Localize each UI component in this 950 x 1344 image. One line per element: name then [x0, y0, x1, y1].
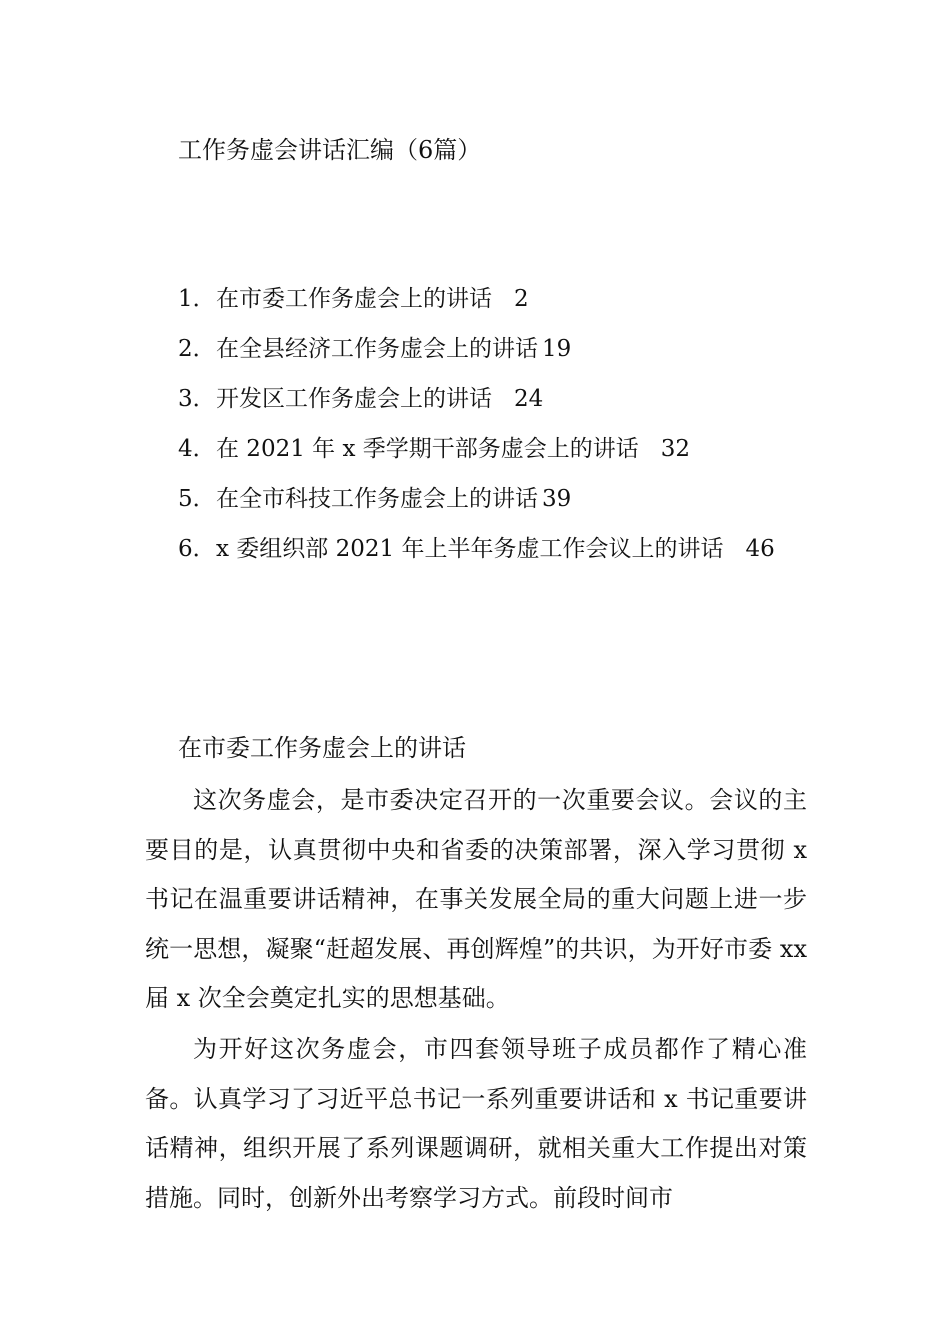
toc-item-number: 5．: [178, 486, 216, 512]
table-of-contents: [178, 282, 775, 582]
toc-item-page: 24: [514, 386, 544, 412]
toc-item-text: 在全市科技工作务虚会上的讲话: [216, 486, 538, 512]
toc-item-page: 39: [542, 486, 572, 512]
body-paragraph: 为开好这次务虚会，市四套领导班子成员都作了精心准备。认真学习了习近平总书记一系列重要讲话和 x 书记重要讲话精神，组织开展了系列课题调研，就相关重大工作提出对策措施。同时，创新外出考察学习方式。前段时间市: [145, 1035, 807, 1212]
document-title: 工作务虚会讲话汇编（6篇）: [178, 136, 482, 164]
toc-item-number: 1．: [178, 286, 216, 312]
toc-item-page: 32: [660, 436, 691, 462]
toc-item-page: 19: [542, 336, 572, 362]
toc-item-text: 开发区工作务虚会上的讲话: [216, 386, 492, 412]
toc-item: [178, 482, 775, 532]
toc-item-number: 3．: [178, 386, 216, 412]
toc-item-text: x 委组织部 2021 年上半年务虚工作会议上的讲话: [216, 536, 724, 562]
toc-item-number: 6．: [178, 536, 216, 562]
toc-item: [178, 332, 775, 382]
body-paragraph: 这次务虚会，是市委决定召开的一次重要会议。会议的主要目的是，认真贯彻中央和省委的决策部署，深入学习贯彻 x 书记在温重要讲话精神，在事关发展全局的重大问题上进一步统一思想，凝聚“赶超发展、再创辉煌”的共识，为开好市委 xx 届 x 次全会奠定扎实的思想基础。: [145, 786, 807, 1013]
toc-item-text: 在市委工作务虚会上的讲话: [216, 286, 492, 312]
section-heading: 在市委工作务虚会上的讲话: [178, 734, 466, 762]
toc-item-number: 4．: [178, 436, 216, 462]
toc-item: [178, 432, 775, 482]
toc-item-text: 在全县经济工作务虚会上的讲话: [216, 336, 538, 362]
toc-item-text: 在 2021 年 x 季学期干部务虚会上的讲话: [216, 436, 639, 462]
toc-item: [178, 282, 775, 332]
toc-item-page: 46: [745, 536, 775, 562]
toc-item-page: 2: [514, 286, 529, 312]
toc-item-number: 2．: [178, 336, 216, 362]
toc-item: [178, 382, 775, 432]
toc-item: [178, 532, 775, 582]
